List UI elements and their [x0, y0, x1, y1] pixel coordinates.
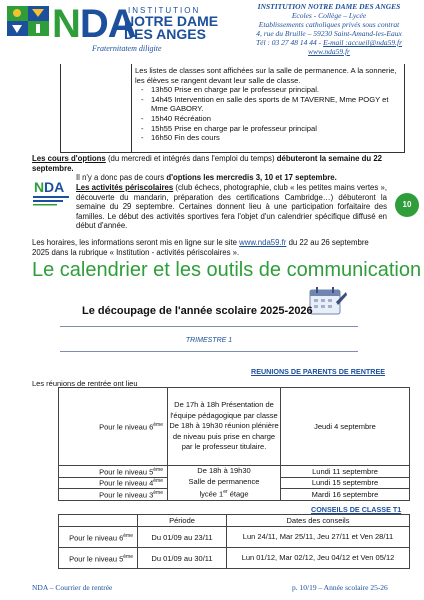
date-cell: Mardi 16 septembre — [281, 489, 410, 501]
website-link[interactable]: www.nda59.fr — [239, 238, 287, 247]
website-link[interactable]: www.nda59.fr — [308, 47, 350, 56]
date-cell: Jeudi 4 septembre — [281, 388, 410, 466]
svg-text:DA: DA — [44, 179, 65, 195]
rentree-schedule-table — [60, 64, 405, 153]
svg-text:N: N — [34, 179, 45, 195]
level-cell: Pour le niveau 4ème — [59, 477, 168, 489]
institution-name: NOTRE DAME DES ANGES — [124, 13, 219, 42]
dates-cell: Lun 24/11, Mar 25/11, Jeu 27/11 et Ven 28/11 — [227, 527, 410, 548]
reunions-intro: Les réunions de rentrée ont lieu — [32, 379, 138, 388]
section-title: Le calendrier et les outils de communication — [32, 259, 422, 281]
school-crest-logo — [6, 5, 50, 37]
periscolaire-paragraph: Les activités périscolaires (club échecs, photographie, club « les petites mains vertes », découverte du mandarin, préparation des certifications Cambridge…) débuteront la semaine du 29 septembre. Certaines donnent lieu à une participation forfaitaire des familles. Le début des activités sportives fera l'objet d'un calendrier spécifique diffusé en début d'année. — [76, 183, 387, 231]
page-number-badge: 10 — [395, 193, 419, 217]
nda-brand-letters: NDA — [52, 2, 136, 46]
date-cell: Lundi 11 septembre — [281, 466, 410, 478]
reunions-heading: REUNIONS DE PARENTS DE RENTREE — [251, 367, 386, 376]
table-row — [59, 388, 410, 466]
schedule-item: - 13h50 Prise en charge par le professeur principal. — [145, 85, 397, 95]
merged-description-cell: De 18h à 19h30 Salle de permanence lycée 1er étage — [168, 466, 281, 501]
level-cell: Pour le niveau 5ème — [59, 548, 138, 569]
conseils-table — [58, 514, 410, 569]
footer-left: NDA – Courrier de rentrée — [32, 583, 113, 592]
reunions-table — [58, 387, 410, 501]
level-cell: Pour le niveau 6ème — [59, 527, 138, 548]
description-cell: De 17h à 18h Présentation de l'équipe pédagogique par classe De 18h à 19h30 réunion plénière de niveau puis prise en charge par le professeur titulaire. — [168, 388, 281, 466]
level-cell: Pour le niveau 5ème — [59, 466, 168, 478]
table-row — [59, 548, 410, 569]
institution-word: INSTITUTION — [128, 6, 201, 15]
level-cell: Pour le niveau 3ème — [59, 489, 168, 501]
divider — [60, 351, 358, 352]
dates-cell: Lun 01/12, Mar 02/12, Jeu 04/12 et Ven 05/12 — [227, 548, 410, 569]
column-header: Dates des conseils — [227, 515, 410, 527]
school-motto: Fraternitatem diligite — [92, 44, 162, 53]
period-cell: Du 01/09 au 23/11 — [138, 527, 227, 548]
no-options-paragraph: Il n'y a donc pas de cours d'options les mercredis 3, 10 et 17 septembre. — [76, 173, 337, 182]
schedule-item: - 16h50 Fin des cours — [145, 133, 397, 143]
table-row — [59, 527, 410, 548]
table-header-row — [59, 515, 410, 527]
header-title: INSTITUTION NOTRE DAME DES ANGES — [257, 2, 401, 11]
schedule-item: - 15h55 Prise en charge par le professeur principal — [145, 124, 397, 134]
divider — [60, 326, 358, 327]
date-cell: Lundi 15 septembre — [281, 477, 410, 489]
schedule-cell: Les listes de classes sont affichées sur la salle de permanence. A la sonnerie, les élèves se rangent devant leur salle de classe. - 13h50 Prise en charge par le professeur principal. - 14h45 Intervention en salle des sports de M TAVERNE, Mme POGY et Mme GABORY. - 15h40 Récréation - 15h55 Prise en charge par le professeur principal - 16h50 Fin des cours — [135, 66, 397, 143]
level-cell: Pour le niveau 6ème — [59, 388, 168, 466]
nda-side-logo — [30, 176, 72, 210]
schedule-list — [135, 85, 397, 143]
trimestre-label: TRIMESTRE 1 — [185, 337, 233, 344]
options-paragraph: Les cours d'options (du mercredi et intégrés dans l'emploi du temps) débuteront la semaine du 22 septembre. — [32, 154, 383, 173]
school-year-title: Le découpage de l'année scolaire 2025-2026 — [82, 305, 313, 317]
schedule-item: - 15h40 Récréation — [145, 114, 397, 124]
table-left-column — [61, 64, 132, 152]
header-contact-block: INSTITUTION NOTRE DAME DES ANGES Ecoles - Collège – Lycée Etablissements catholiques privés sous contrat 4, rue du Bruille – 59230 Saint-Amand-les-Eaux Tél : 03 27 48 14 44 - E-mail :accueil@nda59.fr www.nda59.fr — [238, 2, 420, 56]
table-row — [59, 466, 410, 478]
email-link[interactable]: E-mail :accueil@nda59.fr — [323, 38, 403, 47]
conseils-heading: CONSEILS DE CLASSE T1 — [311, 505, 402, 514]
schedule-item: - 14h45 Intervention en salle des sports de M TAVERNE, Mme POGY et Mme GABORY. — [145, 95, 397, 114]
horaires-paragraph: Les horaires, les informations seront mis en ligne sur le site www.nda59.fr du 22 au 26 septembre 2025 dans la rubrique « Institution - activités périscolaires ». — [32, 238, 369, 257]
column-header: Période — [138, 515, 227, 527]
column-header — [59, 515, 138, 527]
period-cell: Du 01/09 au 30/11 — [138, 548, 227, 569]
footer-page-info: p. 10/19 – Année scolaire 25-26 — [292, 583, 388, 592]
